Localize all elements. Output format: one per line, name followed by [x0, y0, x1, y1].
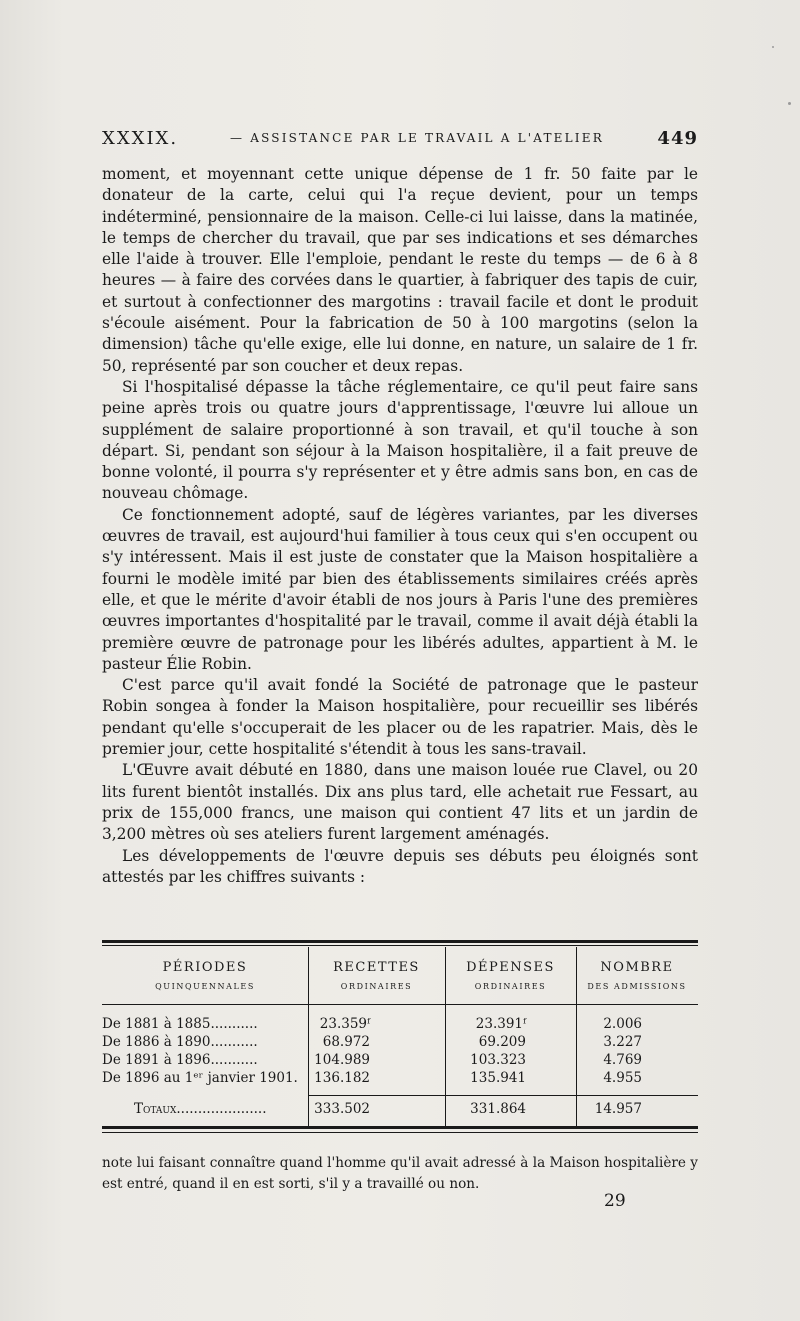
table-cell-period: De 1881 à 1885...........	[102, 1016, 258, 1032]
total-rule	[576, 1095, 698, 1096]
column-header-nombre: NOMBRE	[600, 960, 674, 975]
paragraph: L'Œuvre avait débuté en 1880, dans une maison louée rue Clavel, ou 20 lits furent bientôt installés. Dix ans plus tard, elle achetait rue Fessart, au prix de 155,000 francs, une maison qui contient 47 lits et un jardin de 3,200 mètres où ses ateliers furent largement aménagés.	[102, 761, 698, 844]
table-cell-nombre: 4.955	[603, 1070, 642, 1086]
column-subheader: ORDINAIRES	[340, 982, 413, 991]
page-number: 449	[657, 128, 698, 149]
table-cell-recettes: 136.182	[314, 1070, 370, 1086]
table-rule	[102, 1126, 698, 1129]
paragraph: C'est parce qu'il avait fondé la Société de patronage que le pasteur Robin songea à fonder la Maison hospitalière, pour recueillir ses libérés pendant qu'elle s'occuperait de les placer ou de les rapatrier. Mais, dès le premier jour, cette hospitalité s'étendit à tous les sans-travail.	[102, 676, 698, 759]
table-rule	[102, 940, 698, 943]
total-rule	[445, 1095, 576, 1096]
table-cell-depenses: 23.391ᶠ	[475, 1016, 526, 1032]
totals-depenses: 331.864	[470, 1101, 526, 1117]
totals-recettes: 333.502	[314, 1101, 370, 1117]
gathering-signature: 29	[604, 1191, 626, 1211]
paragraph: moment, et moyennant cette unique dépense de 1 fr. 50 faite par le donateur de la carte, celui qui l'a reçue devient, pour un temps indéterminé, pensionnaire de la maison. Celle-ci lui laisse, dans la matinée, le temps de chercher du travail, que par ses indications et ses démarches elle l'aide à trouver. Elle l'emploie, pendant le reste du temps — de 6 à 8 heures — à faire des corvées dans le quartier, à fabriquer des tapis de cuir, et surtout à confectionner des margotins : travail facile et dont le produit s'écoule aisément. Pour la fabrication de 50 à 100 margotins (selon la dimension) tâche qu'elle exige, elle lui donne, en nature, un salaire de 1 fr. 50, représenté par son coucher et deux repas.	[102, 165, 698, 375]
column-header-recettes: RECETTES	[333, 960, 420, 975]
column-header-periodes: PÉRIODES	[162, 960, 248, 975]
column-subheader: ORDINAIRES	[474, 982, 547, 991]
paper-speck	[788, 102, 791, 105]
column-subheader: DES ADMISSIONS	[587, 982, 687, 991]
table-cell-period: De 1896 au 1ᵉʳ janvier 1901.	[102, 1070, 298, 1086]
table-cell-recettes: 23.359ᶠ	[319, 1016, 370, 1032]
table-cell-recettes: 68.972	[322, 1034, 370, 1050]
chapter-number: XXXIX.	[102, 128, 179, 149]
table-rule	[102, 1132, 698, 1133]
totals-nombre: 14.957	[594, 1101, 642, 1117]
running-title: — ASSISTANCE PAR LE TRAVAIL A L'ATELIER	[230, 131, 604, 145]
table-cell-period: De 1891 à 1896...........	[102, 1052, 258, 1068]
footnote-text: note lui faisant connaître quand l'homme qu'il avait adressé à la Maison hospitalière y est entré, quand il en est sorti, s'il y a travaillé ou non.	[102, 1155, 698, 1192]
total-rule	[308, 1095, 445, 1096]
table-cell-recettes: 104.989	[314, 1052, 370, 1068]
table-rule	[102, 1004, 698, 1005]
paragraph: Ce fonctionnement adopté, sauf de légères variantes, par les diverses œuvres de travail, est aujourd'hui familier à tous ceux qui s'en occupent ou s'y intéressent. Mais il est juste de constater que la Maison hospitalière a fourni le modèle imité par bien des établissements similaires créés après elle, et que le mérite d'avoir établi de nos jours à Paris l'une des premières œuvres importantes d'hospitalité par le travail, comme il avait déjà établi la première œuvre de patronage pour les libérés adultes, appartient à M. le pasteur Élie Robin.	[102, 505, 698, 673]
table-cell-depenses: 103.323	[470, 1052, 526, 1068]
table-cell-depenses: 69.209	[478, 1034, 526, 1050]
table-cell-nombre: 2.006	[603, 1016, 642, 1032]
statistics-table	[102, 940, 698, 1134]
table-cell-nombre: 3.227	[603, 1034, 642, 1050]
table-cell-nombre: 4.769	[603, 1052, 642, 1068]
totals-label: Totaux.....................	[134, 1101, 267, 1117]
table-cell-period: De 1886 à 1890...........	[102, 1034, 258, 1050]
column-header-depenses: DÉPENSES	[466, 960, 555, 975]
column-subheader: QUINQUENNALES	[155, 982, 255, 991]
running-header	[102, 128, 698, 156]
table-cell-depenses: 135.941	[470, 1070, 526, 1086]
body-text	[102, 164, 698, 888]
paper-speck	[772, 46, 774, 48]
table-rule	[102, 945, 698, 946]
paragraph: Si l'hospitalisé dépasse la tâche réglementaire, ce qu'il peut faire sans peine après trois ou quatre jours d'apprentissage, l'œuvre lui alloue un supplément de salaire proportionné à son travail, et qu'il touche à son départ. Si, pendant son séjour à la Maison hospitalière, il a fait preuve de bonne volonté, il pourra s'y représenter et y être admis sans bon, en cas de nouveau chômage.	[102, 377, 698, 503]
paragraph: Les développements de l'œuvre depuis ses débuts peu éloignés sont attestés par les chiffres suivants :	[102, 846, 698, 886]
